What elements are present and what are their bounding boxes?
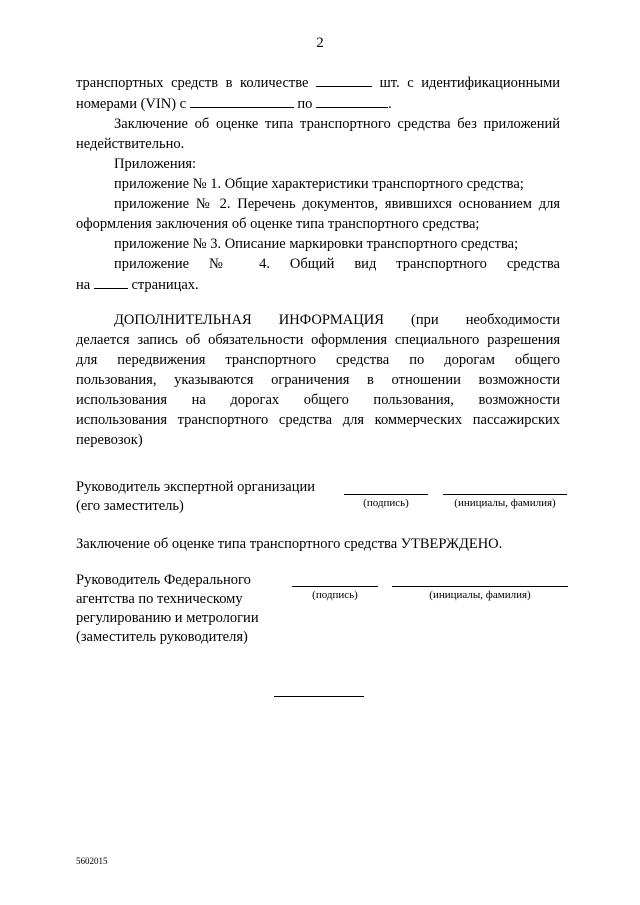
agency-signatory-line-1: Руководитель Федерального — [76, 572, 251, 588]
additional-info-line-1: ДОПОЛНИТЕЛЬНАЯ ИНФОРМАЦИЯ (при необходимости — [114, 312, 560, 328]
validity-note-line-2: недействительно. — [76, 136, 185, 152]
additional-info-line-3: для передвижения транспортного средства по дорогам общего — [76, 352, 560, 368]
agency-signatory-line-2: агентства по техническому — [76, 591, 243, 607]
text-fragment: . — [387, 96, 392, 112]
expert-signatory-label — [76, 478, 346, 516]
validity-note-line-1: Заключение об оценке типа транспортного средства без приложений — [114, 116, 560, 132]
expert-signature-caption: (подпись) — [363, 497, 409, 509]
additional-info-line-2: делается запись об обязательности оформления специального разрешения — [76, 332, 560, 348]
text-fragment: номерами (VIN) с — [76, 96, 187, 112]
page-number: 2 — [316, 35, 324, 51]
appendix-1: приложение № 1. Общие характеристики транспортного средства; — [114, 176, 524, 192]
text-fragment: на — [76, 277, 91, 293]
expert-signatory-title: Руководитель экспертной организации — [76, 479, 316, 495]
pages-blank — [94, 274, 128, 289]
text-fragment: транспортных средств в количестве — [76, 75, 309, 91]
appendix-2-line-1: приложение № 2. Перечень документов, явившихся основанием для — [114, 196, 560, 212]
appendix-4-line-2 — [76, 274, 560, 295]
vin-to-blank — [316, 93, 388, 108]
appendix-2-line-2: оформления заключения об оценке типа транспортного средства; — [76, 216, 480, 232]
text-fragment: страницах. — [131, 277, 199, 293]
text-fragment: по — [297, 96, 313, 112]
additional-info-line-7: перевозок) — [76, 432, 143, 448]
agency-signature-line — [292, 586, 378, 587]
document-body — [76, 72, 560, 450]
additional-info-line-6: использования транспортного средства для коммерческих пассажирских — [76, 412, 560, 428]
agency-name-caption: (инициалы, фамилия) — [429, 589, 531, 601]
appendix-3: приложение № 3. Описание маркировки транспортного средства; — [114, 236, 519, 252]
approved-statement: Заключение об оценке типа транспортного средства УТВЕРЖДЕНО. — [76, 536, 503, 552]
agency-signatory-line-3: регулированию и метрологии — [76, 610, 259, 626]
appendices-heading: Приложения: — [114, 156, 197, 172]
agency-signatory-label — [76, 571, 296, 647]
appendix-4-line-1: приложение № 4. Общий вид транспортного средства — [114, 256, 560, 272]
text-line-vin — [76, 93, 560, 114]
agency-name-line — [392, 586, 568, 587]
text-line-quantity — [76, 72, 560, 93]
expert-signatory-deputy: (его заместитель) — [76, 498, 184, 514]
agency-signature-caption: (подпись) — [312, 589, 358, 601]
additional-info-line-4: пользования, указываются ограничения в отношении возможности — [76, 372, 560, 388]
document-code: 5602015 — [76, 856, 108, 866]
vin-from-blank — [190, 93, 294, 108]
agency-signatory-line-4: (заместитель руководителя) — [76, 629, 248, 645]
expert-name-line — [443, 494, 567, 495]
document-end-divider — [274, 696, 364, 697]
additional-info-line-5: использования на дорогах общего пользования, возможности — [76, 392, 560, 408]
expert-name-caption: (инициалы, фамилия) — [454, 497, 556, 509]
quantity-blank — [316, 72, 372, 87]
text-fragment: шт. с идентификационными — [379, 75, 561, 91]
expert-signature-line — [344, 494, 428, 495]
